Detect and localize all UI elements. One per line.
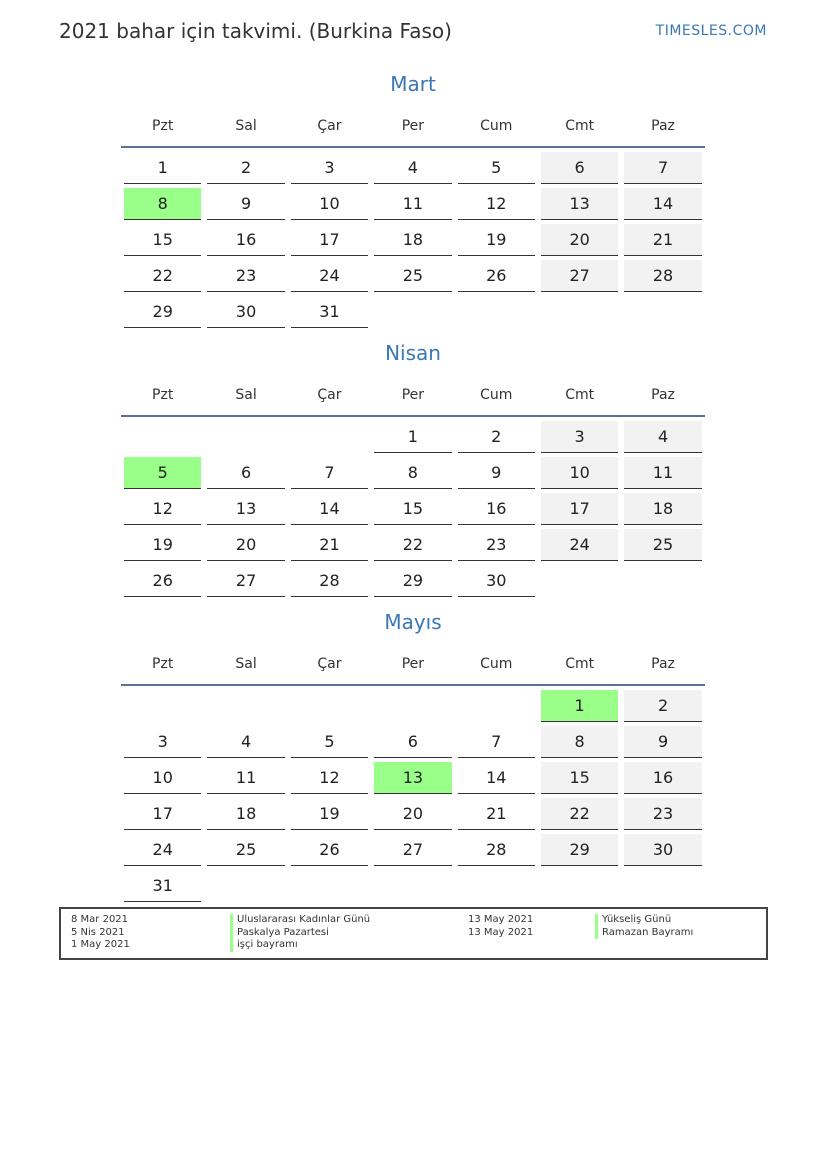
- day-cell[interactable]: [288, 296, 371, 332]
- day-cell[interactable]: [538, 726, 621, 762]
- day-number: 4: [374, 152, 451, 184]
- day-number: 7: [291, 457, 368, 489]
- day-number: 11: [624, 457, 701, 489]
- day-cell[interactable]: [371, 188, 454, 224]
- day-number: 20: [541, 224, 618, 256]
- month-calendar: [121, 339, 705, 601]
- day-cell[interactable]: [455, 726, 538, 762]
- day-cell[interactable]: [538, 493, 621, 529]
- day-cell[interactable]: [621, 224, 704, 260]
- day-number: 10: [291, 188, 368, 220]
- day-number: 30: [458, 565, 535, 597]
- day-cell[interactable]: [371, 726, 454, 762]
- day-number: 8: [124, 188, 201, 220]
- weekday-label: Per: [401, 387, 425, 403]
- day-number: 7: [624, 152, 701, 184]
- day-number: 9: [207, 188, 284, 220]
- day-number: 22: [124, 260, 201, 292]
- weekday-header: [121, 375, 705, 417]
- day-number: 21: [291, 529, 368, 561]
- day-number: 26: [124, 565, 201, 597]
- weekday-label: Cum: [480, 387, 513, 403]
- day-cell[interactable]: [621, 457, 704, 493]
- day-cell[interactable]: [288, 152, 371, 188]
- day-cell[interactable]: [371, 457, 454, 493]
- weekday-header: [121, 106, 705, 148]
- weekday-header: [121, 644, 705, 686]
- day-cell[interactable]: [204, 834, 287, 870]
- day-cell[interactable]: [288, 188, 371, 224]
- day-grid: [121, 417, 705, 601]
- day-number: 6: [207, 457, 284, 489]
- day-number: 14: [291, 493, 368, 525]
- holiday-day-cell[interactable]: [371, 762, 454, 798]
- holiday-day-cell[interactable]: [121, 457, 204, 493]
- day-number: 31: [124, 870, 201, 902]
- day-number: 17: [124, 798, 201, 830]
- day-cell[interactable]: [288, 493, 371, 529]
- day-number: 12: [458, 188, 535, 220]
- day-number: 29: [374, 565, 451, 597]
- day-cell[interactable]: [621, 493, 704, 529]
- day-cell[interactable]: [371, 565, 454, 601]
- day-cell[interactable]: [204, 565, 287, 601]
- day-cell[interactable]: [288, 762, 371, 798]
- day-number: 15: [541, 762, 618, 794]
- day-cell[interactable]: [371, 798, 454, 834]
- day-cell[interactable]: [621, 529, 704, 565]
- day-number: 30: [207, 296, 284, 328]
- day-cell[interactable]: [455, 152, 538, 188]
- day-cell[interactable]: [371, 152, 454, 188]
- day-cell[interactable]: [621, 188, 704, 224]
- day-cell[interactable]: [371, 260, 454, 296]
- weekday-label: Pzt: [152, 656, 174, 672]
- day-number: 19: [124, 529, 201, 561]
- day-cell[interactable]: [371, 224, 454, 260]
- day-cell[interactable]: [204, 798, 287, 834]
- day-cell[interactable]: [288, 798, 371, 834]
- day-cell[interactable]: [538, 188, 621, 224]
- legend-left-names: [230, 914, 370, 952]
- month-title: Nisan: [385, 341, 441, 365]
- day-number: 23: [458, 529, 535, 561]
- holiday-day-cell[interactable]: [538, 690, 621, 726]
- day-number: 3: [291, 152, 368, 184]
- day-number: 24: [124, 834, 201, 866]
- day-number: 28: [291, 565, 368, 597]
- day-grid: [121, 686, 705, 906]
- day-number: 17: [291, 224, 368, 256]
- day-number: 3: [124, 726, 201, 758]
- day-cell[interactable]: [288, 260, 371, 296]
- day-cell[interactable]: [288, 224, 371, 260]
- day-number: 24: [541, 529, 618, 561]
- day-cell[interactable]: [371, 421, 454, 457]
- weekday-label: Paz: [651, 656, 675, 672]
- day-cell[interactable]: [621, 798, 704, 834]
- day-cell[interactable]: [455, 798, 538, 834]
- weekday-label: Per: [401, 656, 425, 672]
- day-cell[interactable]: [204, 152, 287, 188]
- day-cell[interactable]: [121, 260, 204, 296]
- day-number: 26: [458, 260, 535, 292]
- day-number: 1: [374, 421, 451, 453]
- day-cell[interactable]: [538, 762, 621, 798]
- day-number: 12: [124, 493, 201, 525]
- day-number: 24: [291, 260, 368, 292]
- day-number: 17: [541, 493, 618, 525]
- holiday-legend: [59, 907, 768, 960]
- month-title: Mart: [390, 72, 436, 96]
- day-cell[interactable]: [455, 188, 538, 224]
- legend-holiday-name: Paskalya Pazartesi: [230, 927, 370, 940]
- day-number: 4: [207, 726, 284, 758]
- weekday-label: Cmt: [565, 387, 595, 403]
- day-cell[interactable]: [121, 870, 204, 906]
- day-number: 30: [624, 834, 701, 866]
- day-cell[interactable]: [455, 260, 538, 296]
- day-number: 20: [207, 529, 284, 561]
- day-cell[interactable]: [621, 834, 704, 870]
- day-cell[interactable]: [621, 726, 704, 762]
- weekday-label: Cmt: [565, 118, 595, 134]
- weekday-label: Cmt: [565, 656, 595, 672]
- legend-right-dates: [468, 914, 533, 939]
- day-cell[interactable]: [538, 152, 621, 188]
- day-number: 25: [624, 529, 701, 561]
- day-cell[interactable]: [621, 152, 704, 188]
- day-cell[interactable]: [288, 565, 371, 601]
- weekday-label: Per: [401, 118, 425, 134]
- day-number: 18: [624, 493, 701, 525]
- day-number: 28: [624, 260, 701, 292]
- day-number: 5: [458, 152, 535, 184]
- day-cell[interactable]: [538, 834, 621, 870]
- day-number: 3: [541, 421, 618, 453]
- legend-date: 13 May 2021: [468, 926, 534, 938]
- day-number: 27: [541, 260, 618, 292]
- weekday-label: Sal: [235, 656, 257, 672]
- day-number: 18: [374, 224, 451, 256]
- day-number: 7: [458, 726, 535, 758]
- weekday-label: Paz: [651, 387, 675, 403]
- weekday-label: Sal: [235, 118, 257, 134]
- day-cell[interactable]: [371, 493, 454, 529]
- day-number: 2: [624, 690, 701, 722]
- day-cell[interactable]: [121, 493, 204, 529]
- day-cell[interactable]: [455, 529, 538, 565]
- day-number: 22: [374, 529, 451, 561]
- day-number: 19: [291, 798, 368, 830]
- day-number: 2: [207, 152, 284, 184]
- site-logo[interactable]: TIMESLES.COM: [655, 23, 767, 39]
- day-cell[interactable]: [204, 224, 287, 260]
- day-cell[interactable]: [455, 493, 538, 529]
- day-cell[interactable]: [121, 798, 204, 834]
- empty-cell: [204, 690, 287, 726]
- day-cell[interactable]: [121, 762, 204, 798]
- day-cell[interactable]: [288, 457, 371, 493]
- day-number: 8: [541, 726, 618, 758]
- day-number: 16: [207, 224, 284, 256]
- empty-cell: [121, 690, 204, 726]
- holiday-day-cell[interactable]: [121, 188, 204, 224]
- day-cell[interactable]: [121, 834, 204, 870]
- day-number: 16: [624, 762, 701, 794]
- day-cell[interactable]: [621, 762, 704, 798]
- day-number: 1: [541, 690, 618, 722]
- legend-holiday-name: işçi bayramı: [230, 939, 370, 952]
- day-number: 13: [374, 762, 451, 794]
- day-cell[interactable]: [538, 224, 621, 260]
- day-cell[interactable]: [455, 834, 538, 870]
- day-number: 14: [624, 188, 701, 220]
- day-number: 28: [458, 834, 535, 866]
- day-cell[interactable]: [121, 565, 204, 601]
- day-number: 19: [458, 224, 535, 256]
- day-number: 23: [207, 260, 284, 292]
- legend-holiday-name: Yükseliş Günü: [595, 914, 693, 927]
- day-number: 31: [291, 296, 368, 328]
- weekday-label: Çar: [317, 656, 342, 672]
- day-cell[interactable]: [204, 529, 287, 565]
- day-number: 20: [374, 798, 451, 830]
- empty-cell: [455, 690, 538, 726]
- day-cell[interactable]: [455, 565, 538, 601]
- day-cell[interactable]: [204, 762, 287, 798]
- legend-left-dates: [71, 914, 130, 952]
- legend-holiday-name: Uluslararası Kadınlar Günü: [230, 914, 370, 927]
- weekday-label: Pzt: [152, 387, 174, 403]
- day-number: 27: [207, 565, 284, 597]
- day-cell[interactable]: [121, 296, 204, 332]
- day-number: 8: [374, 457, 451, 489]
- day-number: 26: [291, 834, 368, 866]
- day-cell[interactable]: [371, 529, 454, 565]
- month-title: Mayıs: [384, 610, 442, 634]
- empty-cell: [121, 421, 204, 457]
- day-cell[interactable]: [455, 457, 538, 493]
- month-calendar: [121, 608, 705, 906]
- day-number: 5: [124, 457, 201, 489]
- empty-cell: [288, 421, 371, 457]
- legend-date: 5 Nis 2021: [71, 926, 125, 938]
- day-number: 9: [458, 457, 535, 489]
- day-cell[interactable]: [204, 726, 287, 762]
- day-number: 1: [124, 152, 201, 184]
- day-number: 10: [541, 457, 618, 489]
- day-number: 29: [541, 834, 618, 866]
- empty-cell: [371, 690, 454, 726]
- weekday-label: Çar: [317, 118, 342, 134]
- empty-cell: [204, 421, 287, 457]
- day-number: 13: [207, 493, 284, 525]
- day-number: 29: [124, 296, 201, 328]
- empty-cell: [288, 690, 371, 726]
- weekday-label: Sal: [235, 387, 257, 403]
- day-number: 18: [207, 798, 284, 830]
- legend-date: 13 May 2021: [468, 914, 534, 925]
- day-number: 13: [541, 188, 618, 220]
- day-cell[interactable]: [121, 726, 204, 762]
- day-number: 4: [624, 421, 701, 453]
- weekday-label: Cum: [480, 656, 513, 672]
- day-cell[interactable]: [621, 260, 704, 296]
- day-cell[interactable]: [455, 224, 538, 260]
- day-cell[interactable]: [538, 421, 621, 457]
- day-cell[interactable]: [204, 188, 287, 224]
- day-number: 10: [124, 762, 201, 794]
- day-number: 6: [541, 152, 618, 184]
- day-cell[interactable]: [204, 457, 287, 493]
- day-cell[interactable]: [621, 421, 704, 457]
- weekday-label: Cum: [480, 118, 513, 134]
- legend-date: 8 Mar 2021: [71, 914, 129, 925]
- day-number: 12: [291, 762, 368, 794]
- legend-right-names: [595, 914, 693, 939]
- day-cell[interactable]: [121, 529, 204, 565]
- day-number: 5: [291, 726, 368, 758]
- day-number: 9: [624, 726, 701, 758]
- day-grid: [121, 148, 705, 332]
- day-number: 23: [624, 798, 701, 830]
- day-number: 21: [624, 224, 701, 256]
- day-number: 22: [541, 798, 618, 830]
- day-cell[interactable]: [204, 493, 287, 529]
- day-cell[interactable]: [621, 690, 704, 726]
- legend-date: 1 May 2021: [71, 939, 130, 950]
- day-cell[interactable]: [538, 457, 621, 493]
- day-cell[interactable]: [204, 296, 287, 332]
- day-number: 6: [374, 726, 451, 758]
- day-cell[interactable]: [455, 762, 538, 798]
- day-number: 11: [374, 188, 451, 220]
- day-cell[interactable]: [455, 421, 538, 457]
- weekday-label: Paz: [651, 118, 675, 134]
- legend-holiday-name: Ramazan Bayramı: [595, 927, 693, 940]
- day-cell[interactable]: [204, 260, 287, 296]
- day-cell[interactable]: [121, 224, 204, 260]
- weekday-label: Pzt: [152, 118, 174, 134]
- day-cell[interactable]: [121, 152, 204, 188]
- day-cell[interactable]: [288, 726, 371, 762]
- day-number: 11: [207, 762, 284, 794]
- day-number: 14: [458, 762, 535, 794]
- day-cell[interactable]: [371, 834, 454, 870]
- page-title: 2021 bahar için takvimi. (Burkina Faso): [59, 19, 452, 43]
- day-number: 2: [458, 421, 535, 453]
- day-number: 15: [124, 224, 201, 256]
- day-cell[interactable]: [288, 529, 371, 565]
- day-number: 27: [374, 834, 451, 866]
- day-cell[interactable]: [538, 260, 621, 296]
- day-number: 25: [207, 834, 284, 866]
- day-number: 16: [458, 493, 535, 525]
- day-cell[interactable]: [538, 529, 621, 565]
- day-number: 25: [374, 260, 451, 292]
- month-calendar: [121, 70, 705, 332]
- day-cell[interactable]: [288, 834, 371, 870]
- day-cell[interactable]: [538, 798, 621, 834]
- day-number: 15: [374, 493, 451, 525]
- weekday-label: Çar: [317, 387, 342, 403]
- day-number: 21: [458, 798, 535, 830]
